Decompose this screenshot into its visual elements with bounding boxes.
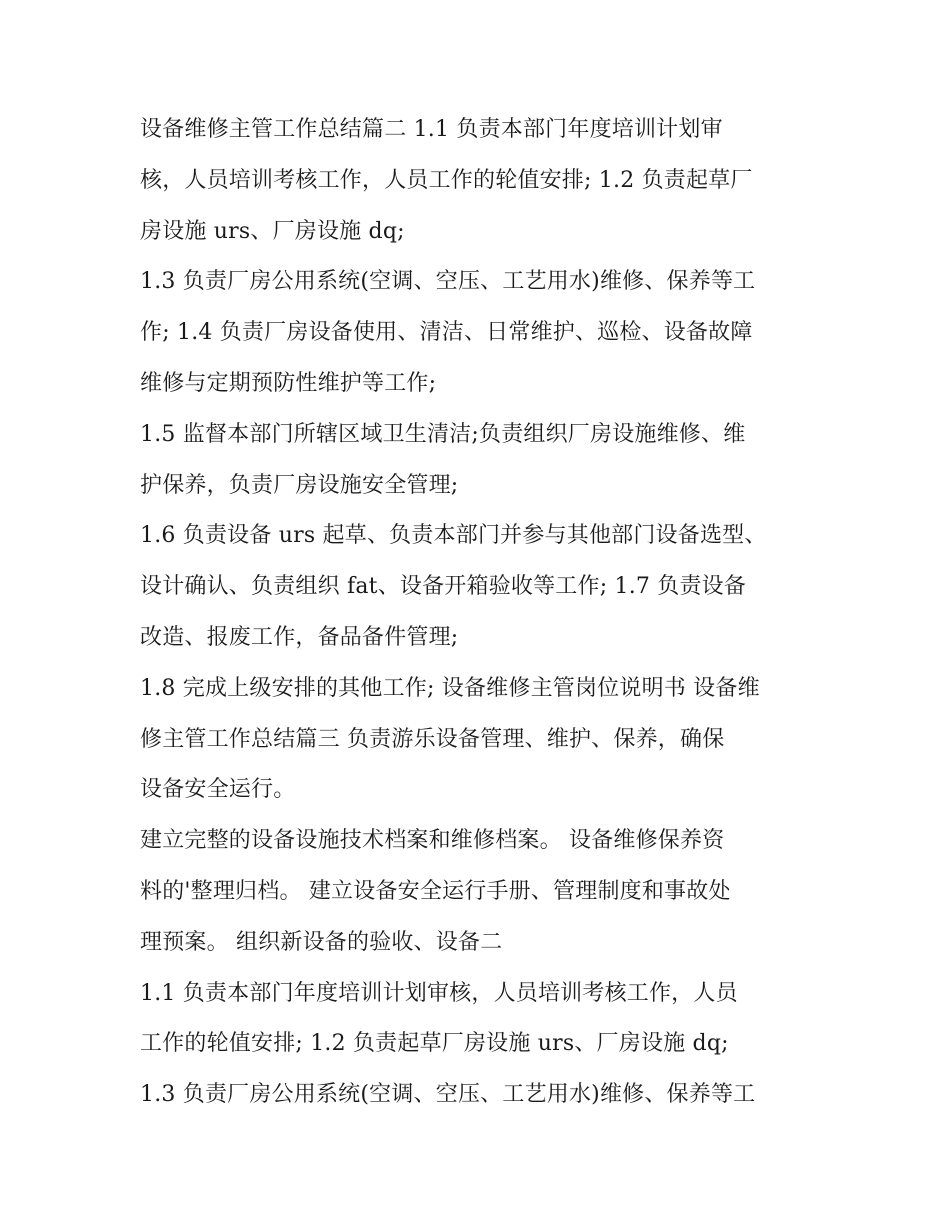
text-line: 料的'整理归档。 建立设备安全运行手册、管理制度和事故处 bbox=[140, 878, 731, 904]
text-line: 设计确认、负责组织 fat、设备开箱验收等工作; 1.7 负责设备 bbox=[140, 574, 747, 600]
text-line: 1.3 负责厂房公用系统(空调、空压、工艺用水)维修、保养等工 bbox=[140, 1082, 756, 1108]
text-line: 改造、报废工作，备品备件管理; bbox=[140, 624, 459, 650]
text-line: 1.5 监督本部门所辖区域卫生清洁;负责组织厂房设施维修、维 bbox=[140, 421, 746, 447]
text-line: 维修与定期预防性维护等工作; bbox=[140, 370, 437, 396]
text-line: 1.6 负责设备 urs 起草、负责本部门并参与其他部门设备选型、 bbox=[140, 523, 767, 549]
text-line: 1.1 负责本部门年度培训计划审核，人员培训考核工作，人员 bbox=[140, 980, 738, 1006]
text-line: 设备维修主管工作总结篇二 1.1 负责本部门年度培训计划审 bbox=[140, 117, 723, 142]
text-line: 设备安全运行。 bbox=[140, 777, 296, 803]
text-line: 护保养，负责厂房设施安全管理; bbox=[140, 472, 459, 498]
text-line: 1.8 完成上级安排的其他工作; 设备维修主管岗位说明书 设备维 bbox=[140, 675, 760, 701]
text-line: 1.3 负责厂房公用系统(空调、空压、工艺用水)维修、保养等工 bbox=[140, 269, 756, 295]
text-line: 房设施 urs、厂房设施 dq; bbox=[140, 218, 405, 244]
text-line: 工作的轮值安排; 1.2 负责起草厂房设施 urs、厂房设施 dq; bbox=[140, 1031, 729, 1057]
text-line: 作; 1.4 负责厂房设备使用、清洁、日常维护、巡检、设备故障 bbox=[140, 320, 753, 346]
text-line: 修主管工作总结篇三 负责游乐设备管理、维护、保养，确保 bbox=[140, 726, 725, 752]
text-line: 核，人员培训考核工作，人员工作的轮值安排; 1.2 负责起草厂 bbox=[140, 167, 753, 193]
text-line: 理预案。 组织新设备的验收、设备二 bbox=[140, 929, 503, 955]
document-body bbox=[140, 105, 820, 1121]
text-line: 建立完整的设备设施技术档案和维修档案。 设备维修保养资 bbox=[140, 828, 725, 854]
